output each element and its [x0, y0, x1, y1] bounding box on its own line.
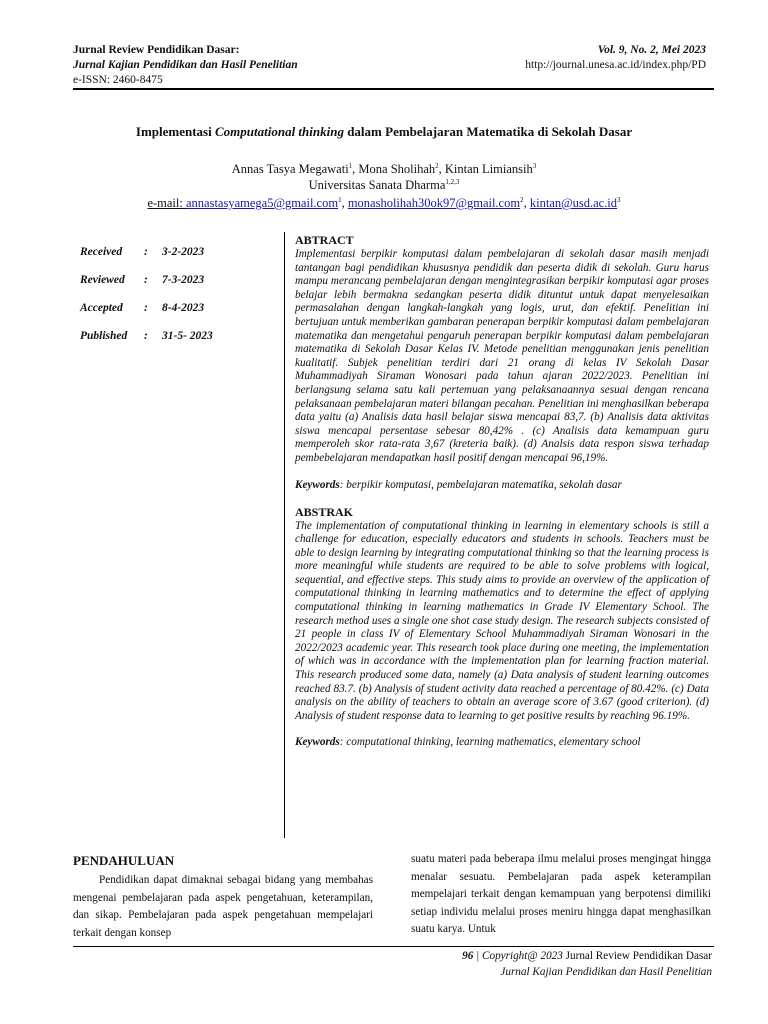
keywords-id: Keywords: berpikir komputasi, pembelajaran matematika, sekolah dasar — [295, 478, 622, 491]
author: Annas Tasya Megawati$^1$, — [231, 161, 359, 176]
date-row: Accepted : 8-4-2023 — [80, 302, 205, 314]
abstract-en-text: The implementation of computational thinking in learning in elementary schools is still a challenge for education, especially educators and students in schools. Teachers must be able to design learning by integrating computational thinking so that the learning process is more meaningful while students are required to be able to solve problems with logical, sequential, and effective steps. This study aims to provide an overview of the application of computational thinking in learning mathematics and to determine the effect of applying computational thinking in learning mathematics in Grade IV Elementary School. The research method uses a single one shot case study design. The research subjects consisted of 21 people in class IV of Elementary School Muhammadiyah Siraman Wonosari in the 2022/2023 academic year. This research took place during one meeting, the implementation of which was in accordance with the implementation plan for learning fraction material. This research produced some data, namely (a) Data analysis of student learning outcomes reached 83.7. (b) Analysis of student activity data reached a percentage of 80.42%. (c) Data analysis on the ability of teachers to obtain an average score of 3.67 (good criterion). (d) Analysis of student response data to learning to get positive results by reaching 96.19%. — [295, 519, 709, 722]
page-number: 96 — [462, 950, 474, 962]
author: Mona Sholihah$^2$, — [358, 161, 445, 176]
article-title: Implementasi Computational thinking dalam Pembelajaran Matematika di Sekolah Dasar — [135, 124, 633, 139]
date-row: Published : 31-5- 2023 — [80, 330, 213, 342]
author: Kintan Limiansih$^3$ — [444, 161, 537, 176]
email-line: e-mail: annastasyamega5@gmail.com$^1$, monasholihah30ok97@gmail.com$^2$, $kintan@usd.ac.id^3$ — [147, 195, 621, 210]
page-footer: 96 | Copyright@ 2023 Jurnal Review Pendidikan Dasar Jurnal Kajian Pendidikan dan Hasil Penelitian — [462, 950, 712, 978]
abstract-section — [284, 232, 709, 838]
journal-header-right — [525, 43, 706, 73]
journal-subtitle: Jurnal Kajian Pendidikan dan Hasil Penelitian — [73, 59, 298, 71]
date-row: Reviewed : 7-3-2023 — [80, 274, 205, 286]
email-link[interactable]: annastasyamega5@gmail.com — [185, 196, 339, 210]
affiliation: Universitas Sanata Dharma$^{1,2,3}$ — [308, 177, 460, 192]
journal-name: Jurnal Review Pendidikan Dasar: — [73, 44, 240, 56]
submission-dates — [80, 246, 213, 358]
abstract-id-heading: ABTRACT — [295, 233, 354, 247]
intro-left-column: Pendidikan dapat dimaknai sebagai bidang yang membahas mengenai pembelajaran pada aspek pengetahuan, keterampilan, dan sikap. Pembelajaran pada aspek pengetahuan mempelajari terkait dengan konsep — [73, 874, 373, 939]
journal-url[interactable]: http://journal.unesa.ac.id/index.php/PD — [525, 59, 706, 71]
header-rule — [73, 88, 714, 90]
abstract-en-heading: ABSTRAK — [295, 504, 354, 519]
abstract-id-text: Implementasi berpikir komputasi dalam pembelajaran di sekolah dasar masih menjadi tantangan bagi pendidikan khususnya pendidik dan peserta didik di sekolah. Guru harus mampu merancang pembelajaran dengan mengintegrasikan berpikir komputasi agar proses belajar lebih bermakna sedangkan peserta didik dituntut untuk dapat menyelesaikan permasalahan dengan langkah-langkah yang logis, urut, dan efektif. Penelitian ini bertujuan untuk memberikan gambaran penerapan berpikir komputasi dalam pembelajaran matematika dan mengetahui pengaruh penerapan berpikir komputasi dalam pembelajaran matematika di Sekolah Dasar Kelas IV. Metode penelitian menggunakan jenis penelitian kualitatif. Subjek penelitian terdiri dari 21 orang di kelas IV Sekolah Dasar Muhammadiyah Siraman Wonosari pada tahun ajaran 2022/2023. Penelitian ini berlangsung selama satu kali pertemuan yang pelaksanaannya sesuai dengan rencana pelaksanaan pembelajaran materi bilangan pecahan. Penelitian ini menghasilkan beberapa data yaitu (a) Analisis data hasil belajar siswa mencapai 83,7. (b) Analisis data aktivitas siswa mencapai persentase sebesar 80,42% . (c) Analisis data kemampuan guru memperoleh skor rata-rata 3,67 (kreteria baik). (d) Analsis data respon siswa terhadap pembebelajaran mendapatkan hasil positif dengan mencapai 96,19%. — [295, 248, 709, 464]
volume-info: Vol. 9, No. 2, Mei 2023 — [597, 44, 706, 56]
intro-right-column: suatu materi pada beberapa ilmu melalui proses mengingat hingga menalar sesuatu. Pembelajaran pada aspek keterampilan mempelajari terkait dengan kemampuan yang berpotensi dimiliki setiap individu melalui proses meniru hingga dapat menghasilkan suatu karya. Untuk — [411, 853, 711, 935]
section-heading: PENDAHULUAN — [73, 853, 175, 868]
email-link[interactable]: kintan@usd.ac.id — [529, 196, 618, 210]
author-list — [60, 162, 708, 177]
date-row: Received : 3-2-2023 — [80, 246, 205, 258]
keywords-en: Keywords: computational thinking, learning mathematics, elementary school — [295, 736, 641, 749]
footer-rule — [73, 946, 714, 947]
journal-header-left — [73, 43, 298, 88]
issn: e-ISSN: 2460-8475 — [73, 74, 163, 86]
email-link[interactable]: monasholihah30ok97@gmail.com — [347, 196, 521, 210]
